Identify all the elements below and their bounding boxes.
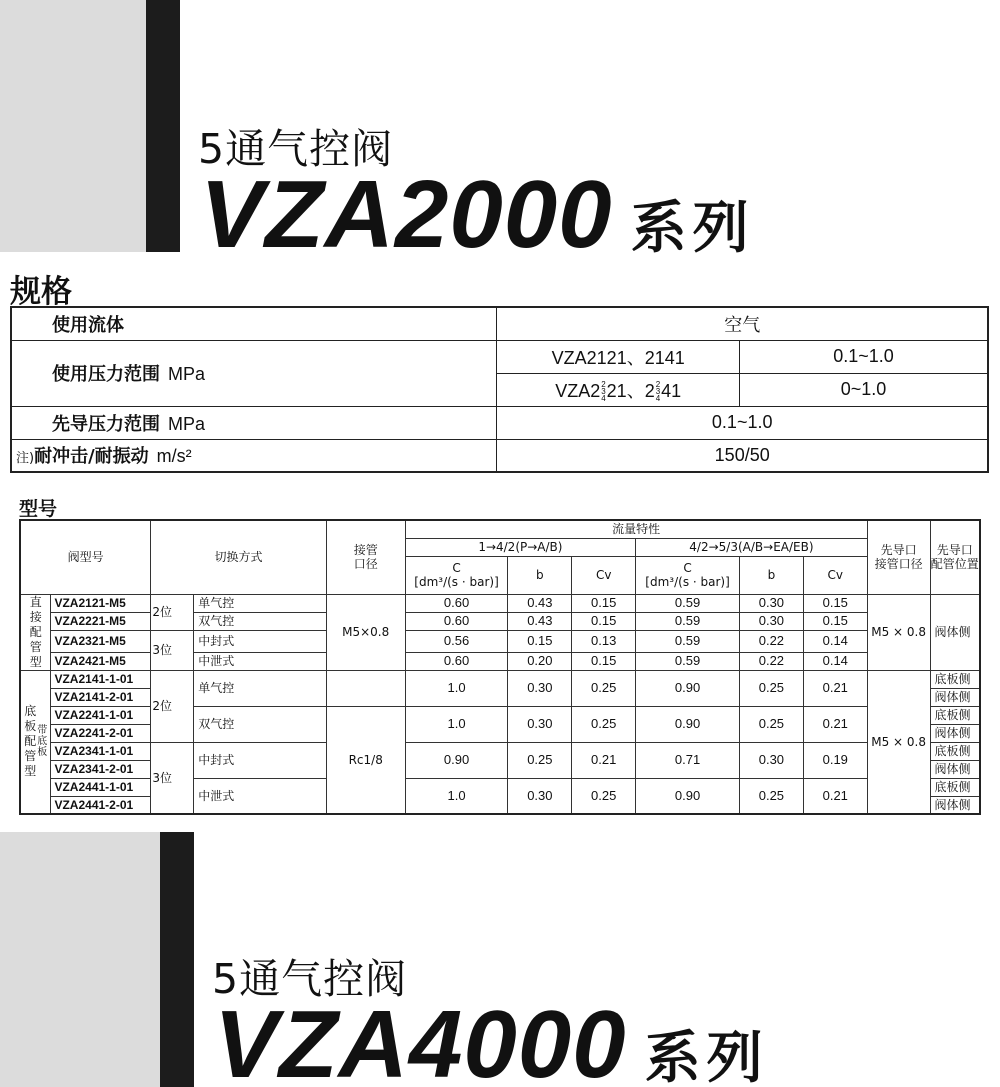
model-mid: 21、2 [606,380,655,401]
category-base [20,670,51,814]
c2-value: 0.59 [636,652,740,670]
pilot-position: 阀体侧 [930,688,980,706]
b2-value: 0.30 [739,612,803,630]
pilot-position: 底板侧 [930,706,980,724]
cv2-value: 0.14 [803,630,867,652]
port-size: M5×0.8 [326,594,405,670]
col-switching: 切换方式 [151,520,326,594]
stacked-digits [601,381,605,402]
b2-value: 0.22 [739,652,803,670]
series-model: VZA2000 [200,161,613,268]
spec-row-pilot [11,406,988,439]
model-number: VZA2241-2-01 [51,724,151,742]
b2-value: 0.30 [739,742,803,778]
flow-group-2: 4/2→5/3(A/B→EA/EB) [636,538,868,556]
stacked-digit: 3 [601,387,606,397]
model-number: VZA2421-M5 [51,652,151,670]
category-sub [37,725,47,758]
model-number: VZA2141-2-01 [51,688,151,706]
b2-value: 0.22 [739,630,803,652]
col-port [326,520,405,594]
category-char: 型 [24,764,37,779]
model-number: VZA2321-M5 [51,630,151,652]
pilot-position: 底板侧 [930,742,980,760]
banner-gray-block [0,0,146,252]
banner-series-title [200,160,755,270]
position-count: 2位 [151,670,194,742]
header-row-1 [20,520,980,538]
category-char: 直 [29,594,42,609]
cv1-value: 0.25 [572,670,636,706]
cv1-value: 0.13 [572,630,636,652]
header-line: 口径 [353,557,378,572]
cv1-value: 0.15 [572,594,636,612]
series-banner-vza2000 [0,0,1000,268]
spec-row-shock [11,439,988,472]
pressure-model-2 [497,373,740,406]
banner-gray-block [0,832,160,1087]
shock-label: 耐冲击/耐振动 [34,446,149,468]
c2-value: 0.90 [636,778,740,814]
category-text [21,595,50,670]
c-label: C [683,561,692,575]
shock-value: 150/50 [497,439,988,472]
model-number: VZA2341-2-01 [51,760,151,778]
b1-value: 0.30 [508,706,572,742]
b1-value: 0.15 [508,630,572,652]
cv-header: Cv [572,556,636,594]
b1-value: 0.43 [508,612,572,630]
c1-value: 0.60 [405,652,508,670]
c-unit: [dm³/(s · bar)] [414,575,499,589]
stacked-digit: 3 [655,387,661,397]
b1-value: 0.30 [508,778,572,814]
banner-subtitle: 5通气控阀 [198,125,394,173]
pilot-port-size: M5 × 0.8 [867,670,930,814]
category-char: 配 [29,624,42,639]
pilot-label: 先导压力范围 [52,413,160,435]
model-suffix: 41 [661,380,682,401]
b1-value: 0.30 [508,670,572,706]
category-direct [20,594,51,670]
pilot-position: 阀体侧 [930,724,980,742]
stacked-digit: 2 [655,380,661,390]
fluid-label: 使用流体 [11,307,497,340]
stacked-digit: 4 [655,394,661,404]
b1-value: 0.20 [508,652,572,670]
pilot-position: 底板侧 [930,778,980,796]
stacked-digit: 2 [601,380,606,390]
model-number: VZA2341-1-01 [51,742,151,760]
pressure-model-1: VZA2121、2141 [497,340,740,373]
model-table [19,519,981,815]
c1-value: 0.90 [405,742,508,778]
c1-value: 1.0 [405,778,508,814]
cv1-value: 0.25 [572,778,636,814]
position-count: 2位 [151,594,194,630]
b2-value: 0.30 [739,594,803,612]
col-flow: 流量特性 [405,520,867,538]
pressure-label: 使用压力范围 [52,364,160,385]
b2-value: 0.25 [739,778,803,814]
table-row [20,670,980,688]
category-char: 管 [24,749,37,764]
category-char: 管 [29,639,42,654]
model-number: VZA2441-1-01 [51,778,151,796]
header-line: 接管 [353,543,378,558]
pilot-position: 阀体侧 [930,594,980,670]
model-prefix: VZA2 [555,380,601,401]
c2-value: 0.90 [636,706,740,742]
cv2-value: 0.21 [803,706,867,742]
cv2-value: 0.15 [803,594,867,612]
b-header: b [508,556,572,594]
c-label: C [452,561,461,575]
spec-row-pressure-1 [11,340,988,373]
category-char: 带 [37,725,48,737]
model-number: VZA2221-M5 [51,612,151,630]
fluid-value: 空气 [497,307,988,340]
shock-label-cell [11,439,497,472]
category-text [21,704,50,779]
pilot-position: 底板侧 [930,670,980,688]
b1-value: 0.43 [508,594,572,612]
category-char: 配 [24,734,37,749]
c1-value: 1.0 [405,706,508,742]
cv2-value: 0.14 [803,652,867,670]
table-row [20,630,980,652]
category-char: 接 [29,609,42,624]
c1-value: 1.0 [405,670,508,706]
c2-value: 0.90 [636,670,740,706]
cv1-value: 0.15 [572,612,636,630]
banner-series-title [214,990,769,1087]
cv1-value: 0.15 [572,652,636,670]
cv2-value: 0.21 [803,670,867,706]
port-size: Rc1/8 [326,706,405,814]
cv2-value: 0.19 [803,742,867,778]
switch-type: 双气控 [194,706,327,742]
series-banner-vza4000 [0,832,1000,1087]
banner-black-bar [160,832,194,1087]
switch-type: 中泄式 [194,778,327,814]
c1-value: 0.60 [405,612,508,630]
c1-value: 0.60 [405,594,508,612]
cv1-value: 0.21 [572,742,636,778]
pilot-position: 阀体侧 [930,760,980,778]
model-number: VZA2441-2-01 [51,796,151,814]
position-count: 3位 [151,742,194,814]
category-char: 板 [37,747,48,759]
pilot-unit: MPa [168,413,206,434]
series-suffix: 系列 [630,196,755,261]
b2-value: 0.25 [739,706,803,742]
table-row [20,742,980,760]
flow-group-1: 1→4/2(P→A/B) [405,538,636,556]
c2-value: 0.59 [636,630,740,652]
category-char: 板 [24,719,37,734]
stacked-digit: 4 [601,394,606,404]
c-header [405,556,508,594]
model-number: VZA2241-1-01 [51,706,151,724]
pressure-unit: MPa [168,364,206,384]
header-line: 先导口 [880,543,917,558]
c2-value: 0.59 [636,612,740,630]
cv2-value: 0.21 [803,778,867,814]
b2-value: 0.25 [739,670,803,706]
series-model: VZA4000 [214,991,627,1087]
model-section-title: 型号 [19,498,58,520]
pilot-port-size: M5 × 0.8 [867,594,930,670]
c2-value: 0.71 [636,742,740,778]
switch-type: 单气控 [194,670,327,706]
banner-subtitle: 5通气控阀 [212,955,408,1003]
shock-unit: m/s² [156,446,192,467]
position-count: 3位 [151,630,194,670]
pressure-label-cell [11,340,497,406]
series-suffix: 系列 [644,1026,769,1087]
category-char: 底 [37,736,48,748]
spec-table [10,306,989,473]
switch-type: 单气控 [194,594,327,612]
pilot-label-cell [11,406,497,439]
cv-header: Cv [803,556,867,594]
cv2-value: 0.15 [803,612,867,630]
shock-note: 注) [16,451,35,467]
category-char: 底 [24,704,37,719]
model-number: VZA2141-1-01 [51,670,151,688]
switch-type: 双气控 [194,612,327,630]
header-line: 接管口径 [874,557,923,572]
header-line: 先导口 [936,543,973,558]
c-header [636,556,740,594]
pressure-range-2: 0~1.0 [740,373,989,406]
pressure-range-1: 0.1~1.0 [740,340,989,373]
stacked-digits [656,381,660,402]
switch-type: 中封式 [194,742,327,778]
col-model-no: 阀型号 [20,520,151,594]
col-pilot-position [930,520,980,594]
switch-type: 中封式 [194,630,327,652]
table-row [20,594,980,612]
spec-row-fluid [11,307,988,340]
b-header: b [739,556,803,594]
switch-type: 中泄式 [194,652,327,670]
col-pilot-port [867,520,930,594]
banner-black-bar [146,0,180,252]
category-main [24,704,36,779]
port-size-blank [326,670,405,706]
model-number: VZA2121-M5 [51,594,151,612]
cv1-value: 0.25 [572,706,636,742]
pilot-position: 阀体侧 [930,796,980,814]
c2-value: 0.59 [636,594,740,612]
c-unit: [dm³/(s · bar)] [645,575,730,589]
b1-value: 0.25 [508,742,572,778]
c1-value: 0.56 [405,630,508,652]
category-char: 型 [29,654,42,669]
header-line: 配管位置 [930,557,979,572]
pilot-value: 0.1~1.0 [497,406,988,439]
spec-section-title: 规格 [10,274,72,310]
